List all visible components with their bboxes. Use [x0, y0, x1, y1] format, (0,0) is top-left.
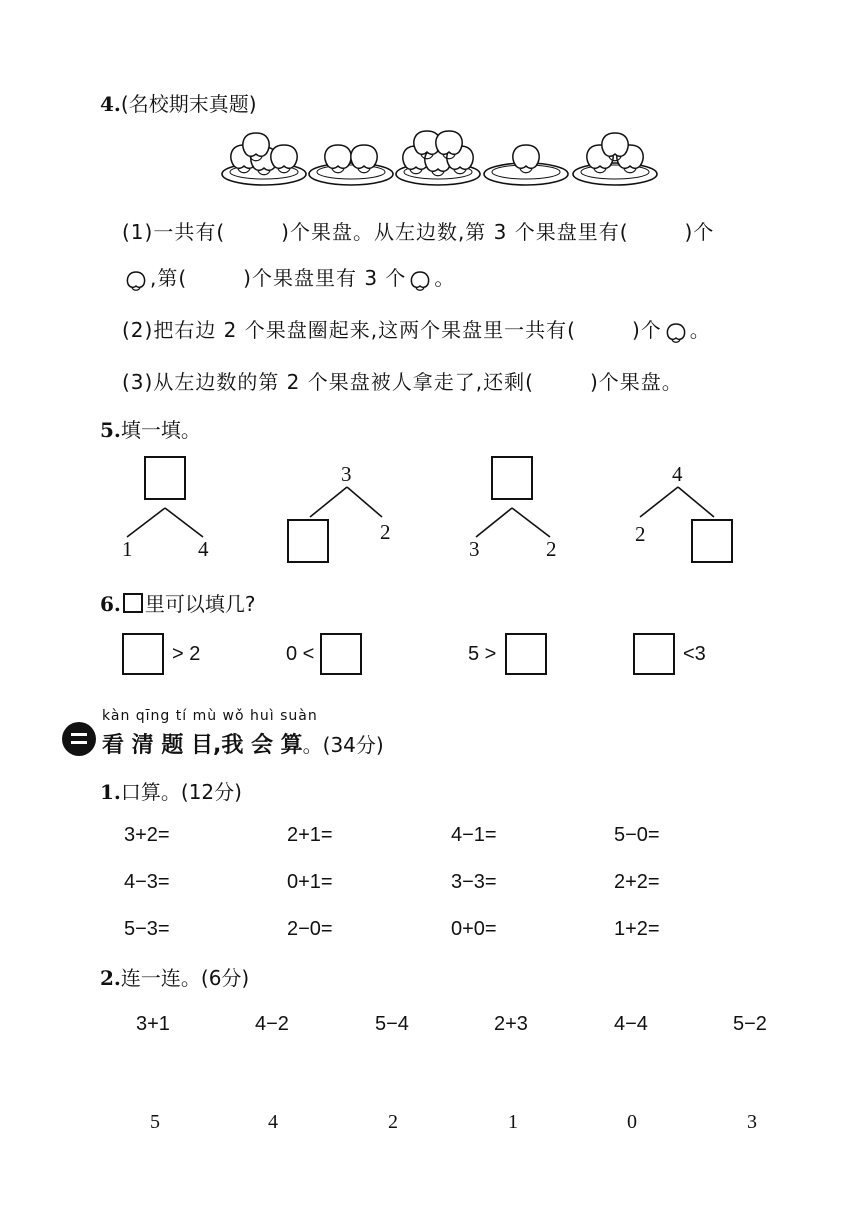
calc-item: 2−0=	[287, 918, 333, 940]
q5-number: 5.	[100, 418, 121, 442]
match-expression[interactable]: 4−4	[614, 1013, 648, 1035]
tree-left-value: 2	[635, 522, 646, 546]
tree-top-value: 4	[672, 462, 683, 486]
section-number-badge	[62, 722, 96, 756]
s2q1-header	[100, 776, 242, 805]
section2-title	[102, 728, 384, 759]
q6-number: 6.	[100, 592, 121, 616]
calc-item: 0+1=	[287, 871, 333, 893]
s2q1-number: 1.	[100, 780, 121, 804]
s2q2-number: 2.	[100, 966, 121, 990]
s2q2-title: 连一连。(6分)	[120, 966, 250, 990]
answer-box[interactable]	[287, 519, 329, 563]
q4-p2-text2: )个	[631, 318, 662, 342]
calc-item: 4−3=	[124, 871, 170, 893]
q4-p1b-text3: 。	[434, 266, 456, 290]
q4-number: 4.	[100, 92, 121, 116]
section2-score: 。(34分)	[302, 733, 384, 757]
answer-box[interactable]	[691, 519, 733, 563]
tree-right-value: 4	[198, 537, 209, 561]
answer-box[interactable]	[320, 633, 362, 675]
tree-left-value: 1	[122, 537, 133, 561]
q4-p2-text3: 。	[689, 318, 711, 342]
match-expression[interactable]: 5−4	[375, 1013, 409, 1035]
answer-box[interactable]	[144, 456, 186, 500]
q6-title: 里可以填几?	[144, 592, 256, 616]
answer-box[interactable]	[491, 456, 533, 500]
answer-box[interactable]	[633, 633, 675, 675]
calc-item: 2+1=	[287, 824, 333, 846]
match-answer[interactable]: 1	[508, 1111, 518, 1133]
match-expression[interactable]: 4−2	[255, 1013, 289, 1035]
q4-p1-text1: (1)一共有(	[122, 220, 226, 244]
match-expression[interactable]: 2+3	[494, 1013, 528, 1035]
calc-item: 3−3=	[451, 871, 497, 893]
section2-pinyin: kàn qīng tí mù wǒ huì suàn	[102, 708, 318, 724]
calc-item: 4−1=	[451, 824, 497, 846]
tree-right-value: 2	[380, 520, 391, 544]
q4-p1b-text2: )个果盘里有 3 个	[243, 266, 407, 290]
small-box-icon	[123, 593, 143, 613]
q4-p1b-text1: ,第(	[150, 266, 188, 290]
calc-item: 5−0=	[614, 824, 660, 846]
q4-p3-text2: )个果盘。	[589, 370, 683, 394]
tree-top-value: 3	[341, 462, 352, 486]
match-answer[interactable]: 3	[747, 1111, 757, 1133]
calc-item: 0+0=	[451, 918, 497, 940]
q6-item-1: > 2	[172, 643, 201, 665]
calc-item: 3+2=	[124, 824, 170, 846]
match-answer[interactable]: 2	[388, 1111, 398, 1133]
match-answer[interactable]: 0	[627, 1111, 637, 1133]
q6-header	[100, 588, 256, 617]
calc-item: 5−3=	[124, 918, 170, 940]
match-expression[interactable]: 5−2	[733, 1013, 767, 1035]
answer-box[interactable]	[122, 633, 164, 675]
q4-title: (名校期末真题)	[120, 92, 257, 116]
q6-item-4: <3	[683, 643, 706, 665]
answer-box[interactable]	[505, 633, 547, 675]
q4-p1-text3: )个	[684, 220, 715, 244]
q6-item-3: 5 >	[468, 643, 497, 665]
q4-p2-text1: (2)把右边 2 个果盘圈起来,这两个果盘里一共有(	[122, 318, 576, 342]
calc-item: 1+2=	[614, 918, 660, 940]
s2q2-header	[100, 962, 249, 991]
match-answer[interactable]: 4	[268, 1111, 278, 1133]
section2-title-text: 看 清 题 目,我 会 算	[102, 733, 303, 758]
match-answer[interactable]: 5	[150, 1111, 160, 1133]
q5-title: 填一填。	[120, 418, 201, 442]
q4-p3-text1: (3)从左边数的第 2 个果盘被人拿走了,还剩(	[122, 370, 534, 394]
tree-left-value: 3	[469, 537, 480, 561]
tree-right-value: 2	[546, 537, 557, 561]
calc-item: 2+2=	[614, 871, 660, 893]
q4-p1-text2: )个果盘。从左边数,第 3 个果盘里有(	[281, 220, 629, 244]
s2q1-title: 口算。(12分)	[120, 780, 242, 804]
q6-item-2: 0 <	[286, 643, 315, 665]
match-expression[interactable]: 3+1	[136, 1013, 170, 1035]
number-trees-lines	[0, 0, 867, 600]
